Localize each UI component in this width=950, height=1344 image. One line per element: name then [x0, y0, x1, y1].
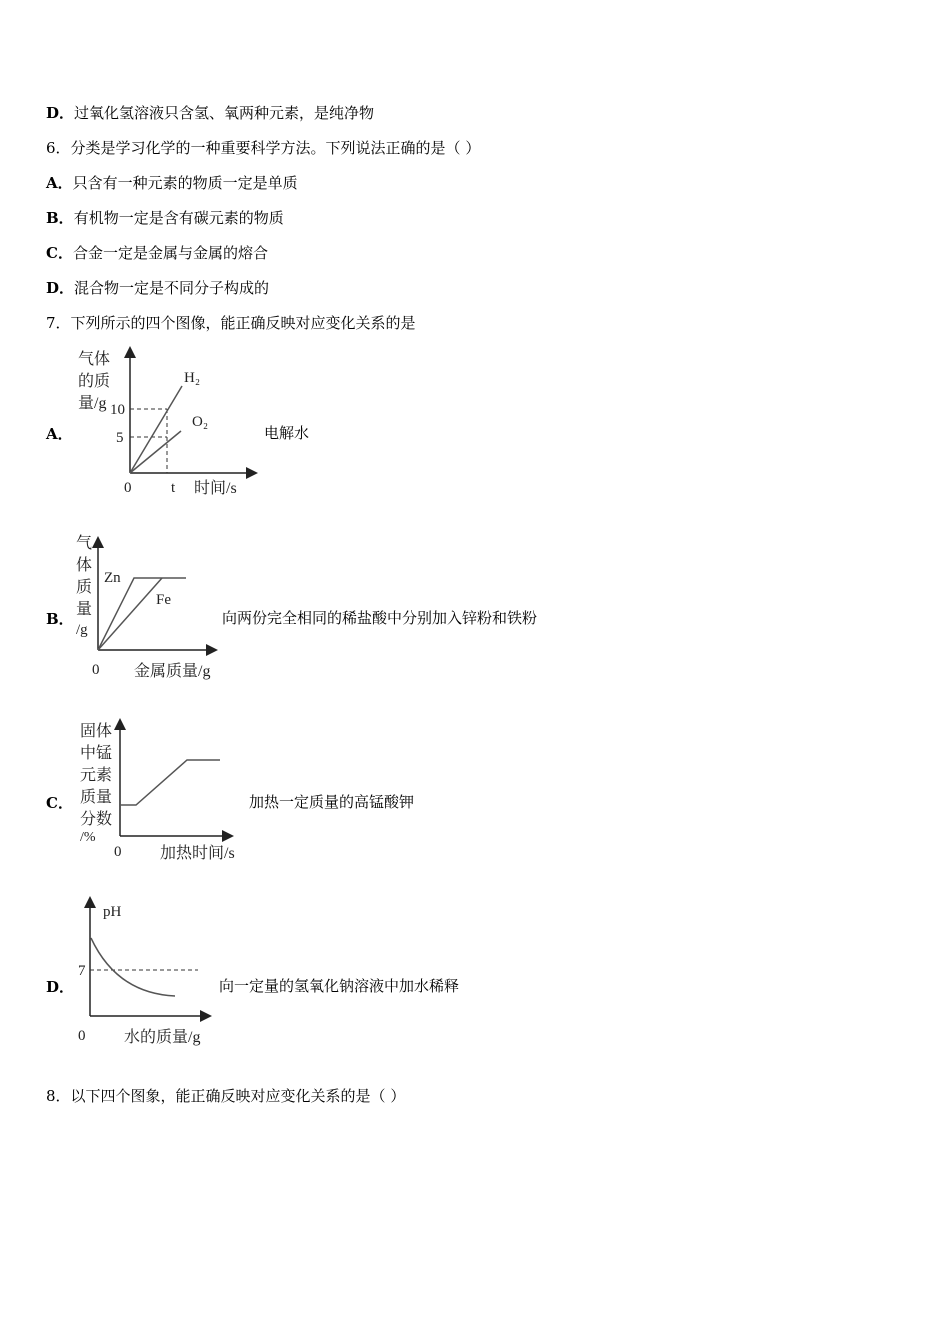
q7-option-d-label: D． [46, 978, 75, 996]
option-text: 过氧化氢溶液只含氢、氧两种元素，是纯净物 [74, 104, 375, 122]
y-axis-label-line: 中锰 [80, 745, 113, 762]
series-line-h2 [130, 386, 182, 473]
q6-option-c [46, 243, 268, 263]
question-7: 7．下列所示的四个图像，能正确反映对应变化关系的是 [46, 314, 416, 332]
y-axis-label-line: 的质 [78, 373, 111, 390]
q5-option-d [46, 103, 374, 123]
series-line-mn-fraction [120, 760, 220, 805]
graph-naoh-dilution [60, 896, 220, 1050]
q7-option-b-caption: 向两份完全相同的稀盐酸中分别加入锌粉和铁粉 [222, 609, 538, 627]
y-axis-label-line: 固体 [80, 723, 113, 740]
graph-kmno4-heating [60, 712, 245, 864]
y-axis-label-line: 质 [76, 579, 93, 596]
y-axis-label-line: 分数 [80, 811, 113, 828]
y-axis-label: pH [103, 904, 122, 920]
q6-option-b [46, 208, 284, 228]
series-label-o2: O₂ [192, 414, 209, 430]
q7-option-a-caption: 电解水 [264, 424, 310, 442]
series-line-fe [98, 578, 162, 650]
q7-option-c-label: C． [46, 794, 73, 812]
question-6: 6．分类是学习化学的一种重要科学方法。下列说法正确的是（ ） [46, 139, 481, 157]
x-axis-label: 时间/s [194, 480, 237, 497]
y-axis-label-line: 量 [76, 601, 93, 618]
question-8: 8．以下四个图象，能正确反映对应变化关系的是（ ） [46, 1087, 406, 1105]
q6-option-d [46, 278, 269, 298]
y-axis-label-line: 量/g [78, 395, 107, 412]
series-curve-ph [91, 938, 175, 996]
origin-label: 0 [124, 480, 132, 496]
series-label-h2: H₂ [184, 370, 201, 386]
option-label: B． [46, 209, 74, 227]
graph-electrolysis [60, 340, 260, 505]
q7-option-b-label: B． [46, 610, 74, 628]
option-label: C． [46, 244, 73, 262]
option-label: D． [46, 104, 75, 122]
option-text: 合金一定是金属与金属的熔合 [72, 244, 268, 262]
q6-option-a [46, 173, 298, 193]
x-axis-label: 金属质量/g [134, 663, 211, 680]
y-tick-label: 5 [116, 430, 124, 446]
y-axis-label-line: 元素 [80, 767, 113, 784]
y-axis-label-line: 质量 [80, 789, 113, 806]
option-label: D． [46, 279, 75, 297]
option-text: 只含有一种元素的物质一定是单质 [72, 174, 298, 192]
option-text: 混合物一定是不同分子构成的 [74, 279, 270, 297]
x-axis-label: 加热时间/s [160, 845, 235, 862]
series-label-fe: Fe [156, 592, 171, 608]
origin-label: 0 [114, 844, 122, 860]
x-tick-label: t [171, 480, 176, 496]
origin-label: 0 [92, 662, 100, 678]
y-axis-label-line: /% [80, 830, 96, 845]
y-tick-label: 7 [78, 963, 86, 979]
option-text: 有机物一定是含有碳元素的物质 [73, 209, 284, 227]
y-axis-label-line: 体 [76, 557, 93, 574]
y-axis-label-line: 气体 [78, 351, 111, 368]
y-tick-label: 10 [110, 402, 125, 418]
series-label-zn: Zn [104, 570, 121, 586]
series-line-zn [98, 578, 186, 650]
q7-option-c-caption: 加热一定质量的高锰酸钾 [249, 793, 415, 811]
option-label: A． [46, 174, 73, 192]
q7-option-a-label: A． [46, 425, 73, 443]
q7-option-d-caption: 向一定量的氢氧化钠溶液中加水稀释 [219, 977, 460, 995]
graph-zn-fe [60, 528, 225, 686]
y-axis-label-line: /g [76, 622, 88, 638]
origin-label: 0 [78, 1028, 86, 1044]
y-axis-label-line: 气 [76, 535, 93, 552]
x-axis-label: 水的质量/g [124, 1029, 201, 1046]
